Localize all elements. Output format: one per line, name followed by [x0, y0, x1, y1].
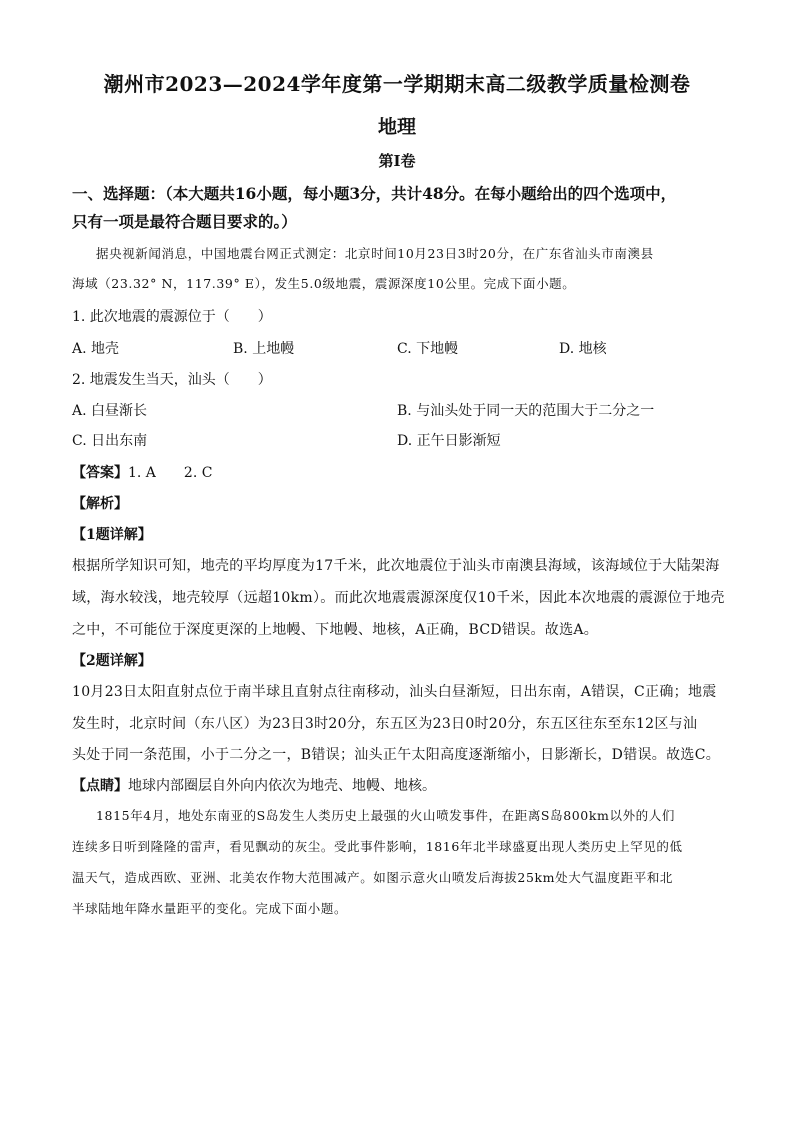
section-heading-line2: 只有一项是最符合题目要求的。）	[72, 212, 297, 231]
material2-line4: 半球陆地年降水量距平的变化。完成下面小题。	[72, 901, 348, 916]
section-heading-line1: 一、选择题：（本大题共16小题，每小题3分，共计48分。在每小题给出的四个选项中，	[72, 184, 677, 203]
q2-option-c: C. 日出东南	[72, 433, 148, 449]
detail2-line3: 头处于同一条范围，小于二分之一，B错误；汕头正午太阳高度逐渐缩小，日影渐长，D错误。故选C。	[72, 747, 721, 763]
q1-option-b: B. 上地幔	[233, 341, 295, 357]
detail1-line1: 根据所学知识可知，地壳的平均厚度为17千米，此次地震位于汕头市南澳县海域，该海域位于大陆架海	[72, 558, 720, 574]
subject-title: 地理	[377, 116, 416, 138]
q2-option-a: A. 白昼渐长	[72, 403, 148, 419]
tip-tag: 【点睛】	[72, 778, 128, 794]
tip-line	[72, 775, 724, 795]
material2-line1: 1815年4月，地处东南亚的S岛发生人类历史上最强的火山喷发事件，在距离S岛800km以外的人们	[96, 808, 675, 823]
detail1-line2: 域，海水较浅，地壳较厚（远超10km）。而此次地震震源深度仅10千米，因此本次地震的震源位于地壳	[72, 590, 725, 606]
detail1-line3: 之中，不可能位于深度更深的上地幔、下地幔、地核，A正确，BCD错误。故选A。	[72, 622, 599, 638]
volume-label: 第Ⅰ卷	[378, 152, 416, 170]
q1-stem: 1. 此次地震的震源位于（ ）	[72, 309, 272, 325]
detail2-tag: 【2题详解】	[72, 653, 152, 669]
material1-line2: 海域（23.32° N，117.39° E），发生5.0级地震，震源深度10公里。完成下面小题。	[72, 276, 576, 291]
q1-option-d: D. 地核	[559, 341, 607, 357]
exam-title: 潮州市2023—2024学年度第一学期期末高二级教学质量检测卷	[103, 72, 691, 96]
q2-stem: 2. 地震发生当天，汕头（ ）	[72, 372, 272, 388]
answer-line	[72, 462, 724, 482]
q1-option-c: C. 下地幔	[397, 341, 459, 357]
tip-text: 地球内部圈层自外向内依次为地壳、地幔、地核。	[128, 778, 436, 794]
q2-option-d: D. 正午日影渐短	[397, 433, 501, 449]
q2-option-b: B. 与汕头处于同一天的范围大于二分之一	[397, 403, 655, 419]
material1-line1: 据央视新闻消息，中国地震台网正式测定：北京时间10月23日3时20分，在广东省汕头市南澳县	[96, 246, 654, 261]
analysis-tag: 【解析】	[72, 496, 128, 512]
detail2-line1: 10月23日太阳直射点位于南半球且直射点往南移动，汕头白昼渐短，日出东南，A错误，C正确；地震	[72, 684, 717, 700]
answer-tag: 【答案】	[72, 465, 128, 481]
detail1-tag: 【1题详解】	[72, 527, 152, 543]
detail2-line2: 发生时，北京时间（东八区）为23日3时20分，东五区为23日0时20分，东五区往东至东12区与汕	[72, 716, 698, 732]
q1-option-a: A. 地壳	[72, 341, 120, 357]
material2-line3: 温天气，造成西欧、亚洲、北美农作物大范围减产。如图示意火山喷发后海拔25km处大气温度距平和北	[72, 870, 674, 885]
material2-line2: 连续多日听到隆隆的雷声，看见飘动的灰尘。受此事件影响，1816年北半球盛夏出现人类历史上罕见的低	[72, 839, 683, 854]
answer-text: 1. A 2. C	[128, 465, 213, 481]
